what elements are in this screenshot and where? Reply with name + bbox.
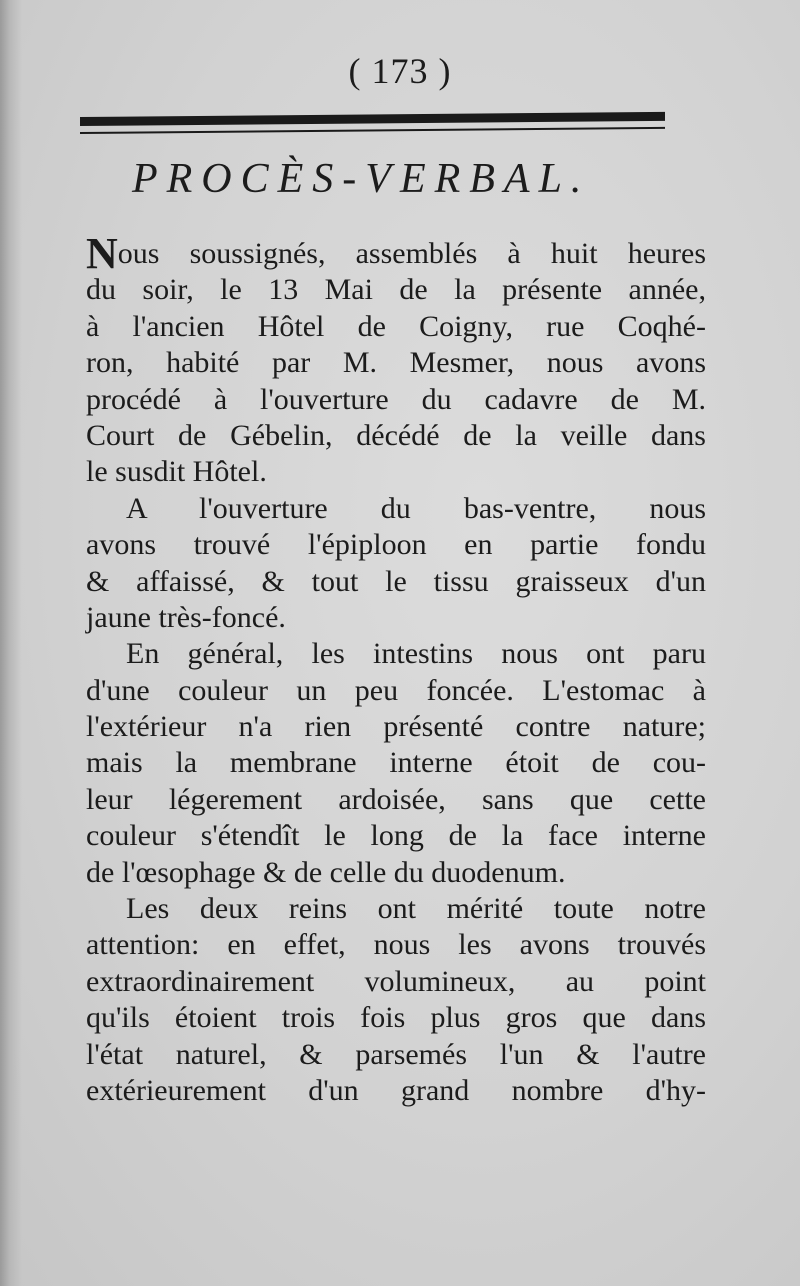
text-line: extérieurement d'un grand nombre d'hy- [86, 1073, 706, 1107]
text-line: & affaissé, & tout le tissu graisseux d'un [86, 564, 706, 598]
drop-cap: N [86, 229, 118, 278]
body-text [86, 229, 706, 1109]
text-line: A l'ouverture du bas-ventre, nous [126, 491, 706, 525]
text-line: ron, habité par M. Mesmer, nous avons [86, 346, 706, 380]
text-line: avons trouvé l'épiploon en partie fondu [86, 528, 706, 562]
page-gutter-shadow [0, 0, 22, 1286]
text-line: attention: en effet, nous les avons trouvés [86, 928, 706, 962]
text-line: procédé à l'ouverture du cadavre de M. [86, 382, 706, 416]
page-number: ( 173 ) [348, 51, 452, 91]
header-rule-thin [80, 127, 665, 134]
text-line: En général, les intestins nous ont paru [126, 637, 706, 671]
text-line: à l'ancien Hôtel de Coigny, rue Coqhé- [86, 309, 706, 343]
text-line: qu'ils étoient trois fois plus gros que dans [86, 1001, 706, 1035]
text-line: du soir, le 13 Mai de la présente année, [86, 273, 706, 307]
header-rule-thick [80, 112, 665, 126]
text-line: jaune très-foncé. [86, 600, 286, 634]
text-line: couleur s'étendît le long de la face interne [86, 819, 706, 853]
section-heading: PROCÈS-VERBAL. [132, 156, 591, 202]
text-line: l'état naturel, & parsemés l'un & l'autre [86, 1037, 706, 1071]
text-line: d'une couleur un peu foncée. L'estomac à [86, 673, 706, 707]
text-line: Les deux reins ont mérité toute notre [126, 892, 706, 926]
text-line: l'extérieur n'a rien présenté contre nature; [86, 710, 706, 744]
text-line: Court de Gébelin, décédé de la veille dans [86, 418, 706, 452]
header-rule [80, 103, 665, 143]
line-text: ous soussignés, assemblés à huit heures [117, 237, 706, 270]
text-line: le susdit Hôtel. [86, 455, 267, 489]
text-line: mais la membrane interne étoit de cou- [86, 746, 706, 780]
text-line: de l'œsophage & de celle du duodenum. [86, 855, 566, 889]
text-line [86, 229, 706, 278]
text-line: extraordinairement volumineux, au point [86, 964, 706, 998]
text-line: leur légerement ardoisée, sans que cette [86, 782, 706, 816]
